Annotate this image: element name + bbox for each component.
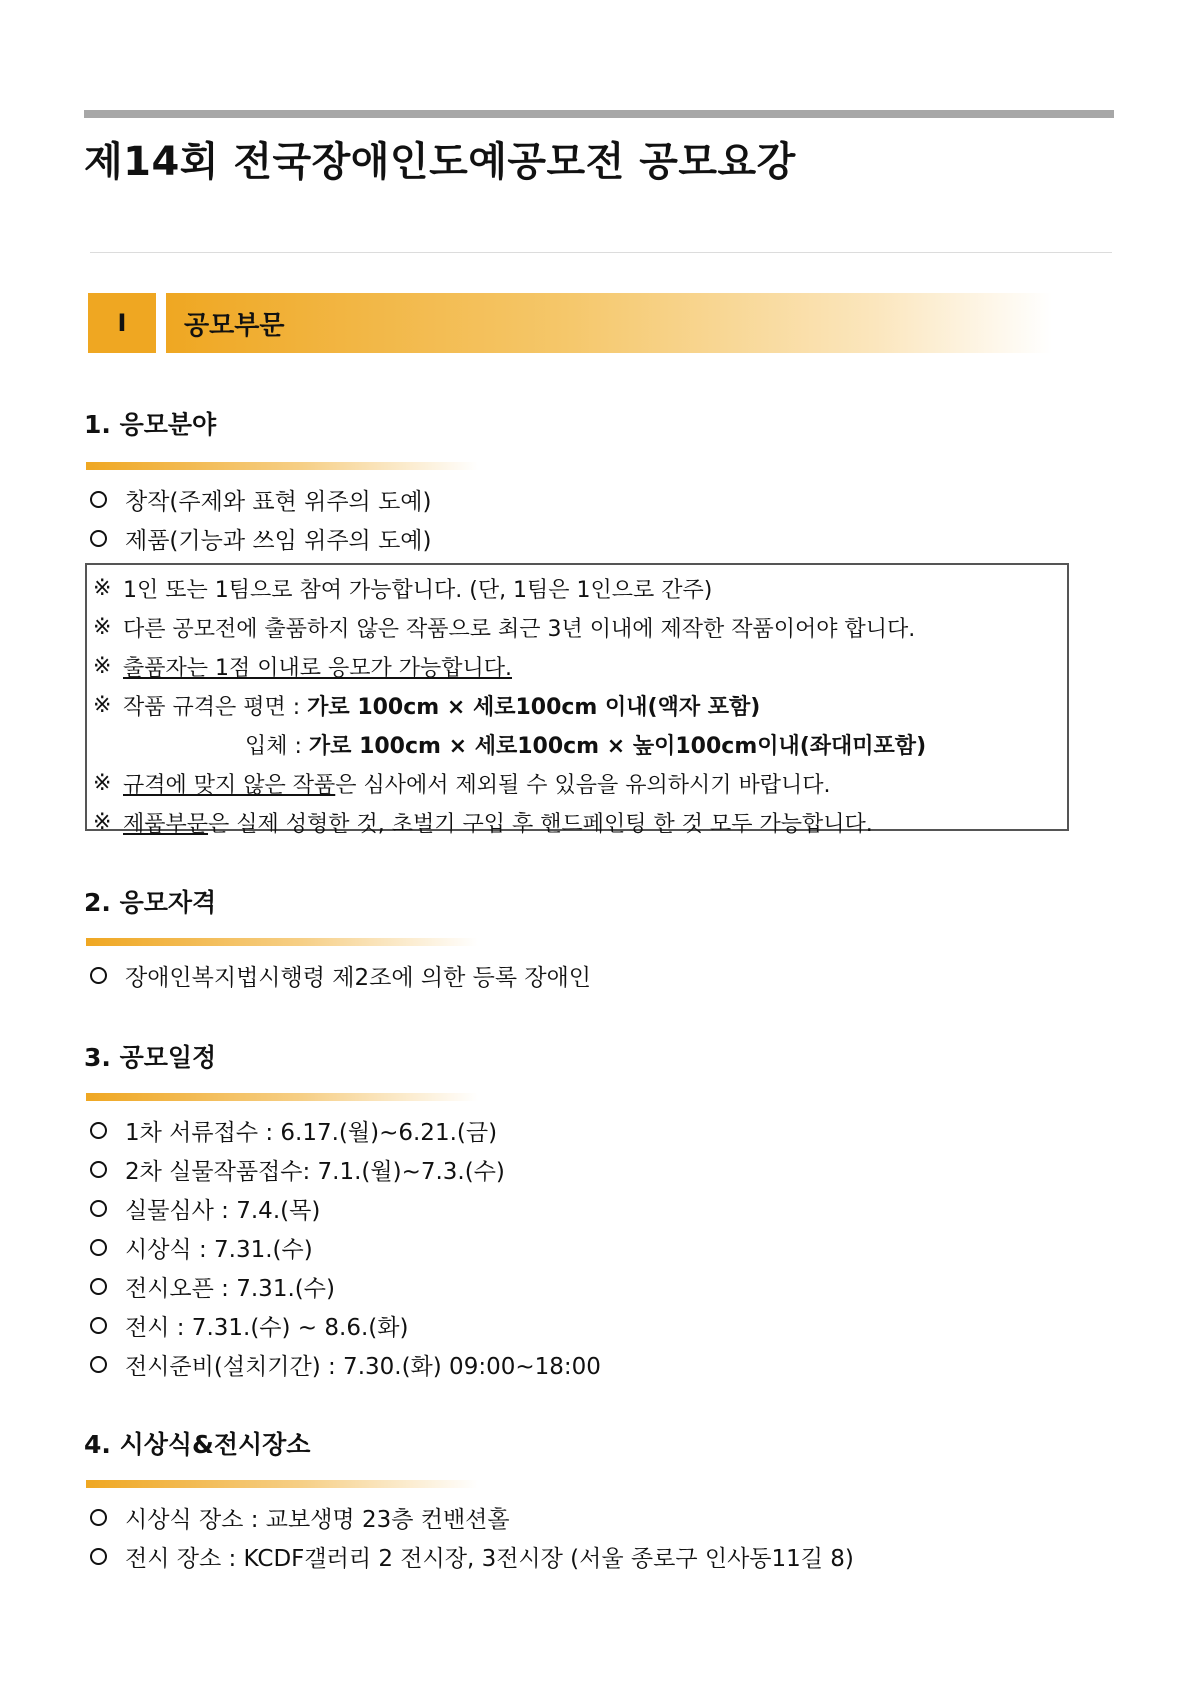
note-item: ※ 규격에 맞지 않은 작품 은 심사에서 제외될 수 있음을 유의하시기 바랍니다. (93, 771, 831, 798)
note-item: ※ 출품자는 1점 이내로 응모가 가능합니다. (93, 654, 512, 681)
circle-bullet-icon (90, 530, 107, 547)
heading-venue: 4. 시상식&전시장소 (84, 1430, 311, 1459)
circle-bullet-icon (90, 1161, 107, 1178)
circle-bullet-icon (90, 1548, 107, 1565)
note-item: ※ 제품부문 은 실제 성형한 것, 초벌기 구입 후 핸드페인팅 한 것 모두 가능합니다. (93, 810, 873, 837)
circle-bullet-icon (90, 1239, 107, 1256)
eligibility-list (86, 956, 591, 995)
circle-bullet-icon (90, 1278, 107, 1295)
heading-field: 1. 응모분야 (84, 410, 217, 439)
reference-mark-icon: ※ (93, 654, 112, 679)
section-number: I (88, 293, 156, 353)
list-item: 장애인복지법시행령 제2조에 의한 등록 장애인 (86, 956, 591, 995)
circle-bullet-icon (90, 1509, 107, 1526)
reference-mark-icon: ※ (93, 693, 112, 718)
circle-bullet-icon (90, 1122, 107, 1139)
list-item: 2차 실물작품접수: 7.1.(월)~7.3.(수) (86, 1150, 601, 1189)
heading-underline (86, 1093, 478, 1101)
circle-bullet-icon (90, 967, 107, 984)
list-item: 전시오픈 : 7.31.(수) (86, 1267, 601, 1306)
heading-schedule: 3. 공모일정 (84, 1043, 217, 1072)
circle-bullet-icon (90, 1356, 107, 1373)
reference-mark-icon: ※ (93, 615, 112, 640)
reference-mark-icon: ※ (93, 576, 112, 601)
venue-list (86, 1498, 854, 1576)
section-label: 공모부문 (184, 310, 285, 341)
circle-bullet-icon (90, 1317, 107, 1334)
document-title: 제14회 전국장애인도예공모전 공모요강 (84, 139, 796, 185)
list-item: 시상식 : 7.31.(수) (86, 1228, 601, 1267)
list-item: 제품(기능과 쓰임 위주의 도예) (86, 519, 432, 558)
list-item: 시상식 장소 : 교보생명 23층 컨밴션홀 (86, 1498, 854, 1537)
note-item: ※ 1인 또는 1팀으로 참여 가능합니다. (단, 1팀은 1인으로 간주) (93, 576, 713, 603)
note-item: ※ 작품 규격은 평면 : 가로 100cm × 세로100cm 이내(액자 포함) (93, 693, 761, 720)
list-item: 1차 서류접수 : 6.17.(월)~6.21.(금) (86, 1111, 601, 1150)
heading-underline (86, 1480, 478, 1488)
heading-eligibility: 2. 응모자격 (84, 888, 217, 917)
reference-mark-icon: ※ (93, 771, 112, 796)
field-list (86, 480, 432, 558)
title-divider (90, 252, 1112, 253)
note-item: 입체 : 가로 100cm × 세로100cm × 높이100cm이내(좌대미포함) (245, 734, 927, 759)
list-item: 전시준비(설치기간) : 7.30.(화) 09:00~18:00 (86, 1345, 601, 1384)
list-item: 실물심사 : 7.4.(목) (86, 1189, 601, 1228)
list-item: 전시 장소 : KCDF갤러리 2 전시장, 3전시장 (서울 종로구 인사동11길 8) (86, 1537, 854, 1576)
list-item: 창작(주제와 표현 위주의 도예) (86, 480, 432, 519)
top-rule (84, 110, 1114, 118)
heading-underline (86, 938, 478, 946)
reference-mark-icon: ※ (93, 810, 112, 835)
list-item: 전시 : 7.31.(수) ~ 8.6.(화) (86, 1306, 601, 1345)
section-header (166, 293, 1052, 353)
schedule-list (86, 1111, 601, 1384)
notes-box (85, 563, 1069, 837)
heading-underline (86, 462, 478, 470)
circle-bullet-icon (90, 491, 107, 508)
circle-bullet-icon (90, 1200, 107, 1217)
note-item: ※ 다른 공모전에 출품하지 않은 작품으로 최근 3년 이내에 제작한 작품이어야 합니다. (93, 615, 916, 642)
